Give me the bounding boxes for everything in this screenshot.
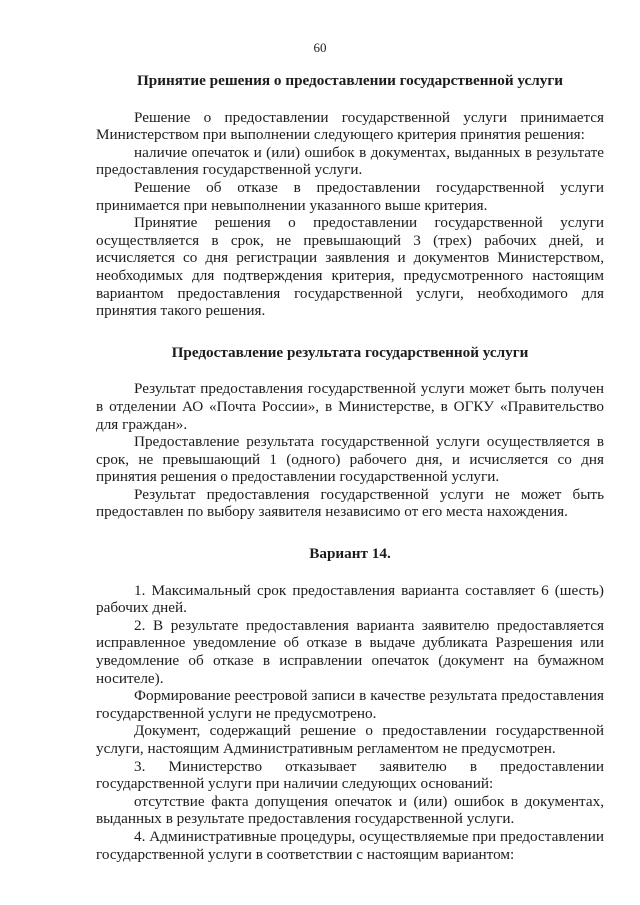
paragraph: Решение об отказе в предоставлении государственной услуги принимается при невыполнении указанного выше критерия. (96, 178, 604, 214)
paragraph: отсутствие факта допущения опечаток и (или) ошибок в документах, выданных в результате предоставления государственной услуги. (96, 792, 604, 828)
paragraph: Предоставление результата государственной услуги осуществляется в срок, не превышающий 1 (одного) рабочего дня, и исчисляется со дня принятия решения о предоставлении государственной услуги. (96, 433, 604, 486)
paragraph: 1. Максимальный срок предоставления варианта составляет 6 (шесть) рабочих дней. (96, 581, 604, 617)
paragraph: Принятие решения о предоставлении государственной услуги осуществляется в срок, не превышающий 3 (трех) рабочих дней, и исчисляется со дня регистрации заявления и документов Министерством, необходимых для подтверждения критерия, предусмотренного настоящим вариантом предоставления государственной услуги, необходимого для принятия такого решения. (96, 214, 604, 320)
paragraph: 4. Административные процедуры, осуществляемые при предоставлении государственной услуги в соответствии с настоящим вариантом: (96, 827, 604, 863)
document-body (96, 72, 604, 863)
section-heading-result: Предоставление результата государственной услуги (171, 343, 529, 361)
paragraph: 2. В результате предоставления варианта заявителю предоставляется исправленное уведомление об отказе в выдаче дубликата Разрешения или уведомление об отказе в исправлении опечаток (документ на бумажном носителе). (96, 616, 604, 687)
section-heading-variant: Вариант 14. (309, 545, 391, 563)
paragraph: Решение о предоставлении государственной услуги принимается Министерством при выполнении следующего критерия принятия решения: (96, 108, 604, 144)
paragraph: 3. Министерство отказывает заявителю в предоставлении государственной услуги при наличии следующих оснований: (96, 757, 604, 793)
paragraph: Результат предоставления государственной услуги может быть получен в отделении АО «Почта России», в Министерстве, в ОГКУ «Правительство для граждан». (96, 380, 604, 433)
section-heading-decision: Принятие решения о предоставлении государственной услуги (136, 72, 564, 89)
paragraph: наличие опечаток и (или) ошибок в документах, выданных в результате предоставления государственной услуги. (96, 143, 604, 179)
paragraph: Результат предоставления государственной услуги не может быть предоставлен по выбору заявителя независимо от его места нахождения. (96, 485, 604, 521)
paragraph: Формирование реестровой записи в качестве результата предоставления государственной услуги не предусмотрено. (96, 687, 604, 722)
page-number: 60 (313, 40, 327, 55)
paragraph: Документ, содержащий решение о предоставлении государственной услуги, настоящим Административным регламентом не предусмотрен. (96, 722, 604, 757)
